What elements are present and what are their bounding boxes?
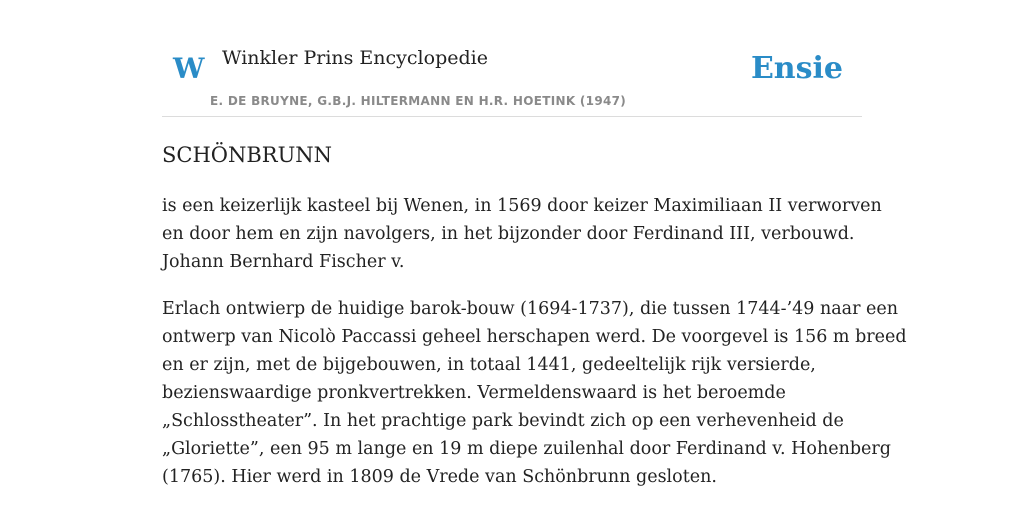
publication-logo[interactable]: W bbox=[173, 52, 205, 85]
paragraph-line: bezienswaardige pronkvertrekken. Vermeldenswaard is het beroemde bbox=[162, 383, 786, 403]
article-paragraph-2 bbox=[162, 295, 907, 491]
ensie-logo[interactable]: Ensie bbox=[750, 51, 843, 86]
paragraph-line: en er zijn, met de bijgebouwen, in totaal 1441, gedeeltelijk rijk versierde, bbox=[162, 355, 816, 375]
paragraph-line: is een keizerlijk kasteel bij Wenen, in 1569 door keizer Maximiliaan II verworven bbox=[162, 196, 882, 216]
paragraph-line: ontwerp van Nicolò Paccassi geheel herschapen werd. De voorgevel is 156 m breed bbox=[162, 327, 907, 347]
paragraph-line: Johann Bernhard Fischer v. bbox=[162, 252, 405, 272]
publication-title[interactable]: Winkler Prins Encyclopedie bbox=[222, 47, 488, 69]
paragraph-line: Erlach ontwierp de huidige barok-bouw (1694-1737), die tussen 1744-’49 naar een bbox=[162, 299, 899, 319]
article-paragraph-1 bbox=[162, 192, 882, 276]
paragraph-line: (1765). Hier werd in 1809 de Vrede van Schönbrunn gesloten. bbox=[162, 467, 717, 487]
article-title: SCHÖNBRUNN bbox=[162, 143, 333, 167]
article-page bbox=[162, 0, 907, 512]
paragraph-line: en door hem en zijn navolgers, in het bijzonder door Ferdinand III, verbouwd. bbox=[162, 224, 855, 244]
paragraph-line: „Schlosstheater”. In het prachtige park bevindt zich op een verhevenheid de bbox=[162, 411, 844, 431]
publication-header bbox=[162, 0, 862, 117]
paragraph-line: „Gloriette”, een 95 m lange en 19 m diepe zuilenhal door Ferdinand v. Hohenberg bbox=[162, 439, 891, 459]
publication-authors: E. DE BRUYNE, G.B.J. HILTERMANN EN H.R. HOETINK (1947) bbox=[210, 94, 627, 108]
